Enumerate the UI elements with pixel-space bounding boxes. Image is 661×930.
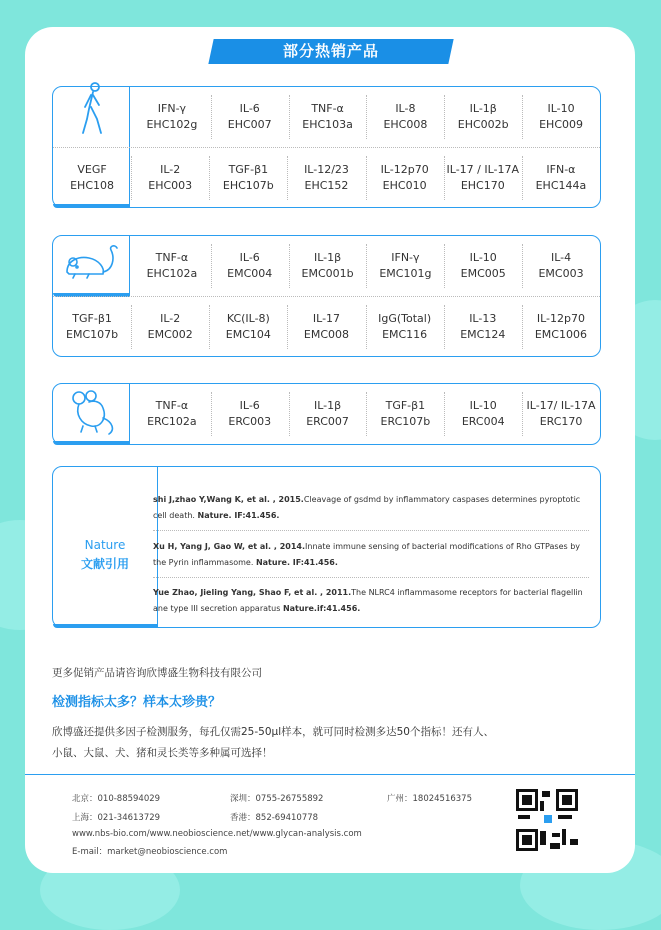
product-code: EHC003 (148, 179, 193, 192)
product-code: ERC170 (539, 415, 583, 428)
citation-text: The NLRC4 inflammasome receptors for bacterial flagellin ane type III secretion apparatus (153, 588, 583, 613)
product-cell (287, 297, 365, 357)
product-cell (366, 384, 444, 444)
product-row (53, 147, 600, 208)
product-code: EMC002 (147, 328, 193, 341)
citation-journal: Nature. IF:41.456. (197, 511, 280, 520)
product-name: TNF-α (155, 251, 189, 264)
product-code: EMC004 (227, 267, 273, 280)
product-cell (211, 87, 289, 147)
citation-divider (153, 530, 589, 531)
product-name: IFN-γ (157, 102, 187, 115)
human-icon (73, 79, 113, 139)
product-cell (133, 87, 211, 147)
product-code: EHC102g (146, 118, 198, 131)
product-row (133, 236, 600, 296)
product-cell (133, 384, 211, 444)
citation-item (153, 492, 589, 524)
product-cell (366, 148, 444, 208)
citation-journal: Nature. IF:41.456. (255, 558, 338, 567)
citation-text: Innate immune sensing of bacterial modifications of Rho GTPases by the Pyrin inflammasome. (153, 542, 581, 567)
product-code: EMC116 (382, 328, 428, 341)
product-cell (444, 87, 522, 147)
product-name: IL-6 (239, 399, 260, 412)
product-code: EMC107b (66, 328, 119, 341)
promo-body-line: 小鼠、大鼠、犬、猪和灵长类等多种属可选择！ (52, 747, 273, 759)
product-cell (133, 236, 211, 296)
product-code: EHC008 (383, 118, 428, 131)
product-name: IL-8 (395, 102, 416, 115)
product-cell (211, 384, 289, 444)
product-cell (366, 297, 444, 357)
mouse-icon (59, 240, 123, 284)
product-code: EHC002b (457, 118, 509, 131)
product-name: IL-17/ IL-17A (526, 399, 596, 412)
product-code: EHC103a (302, 118, 353, 131)
human-products-panel (52, 86, 601, 208)
product-cell (211, 236, 289, 296)
product-code: EMC101g (379, 267, 432, 280)
product-code: EMC1006 (534, 328, 587, 341)
product-name: IL-10 (469, 399, 497, 412)
product-name: IL-12p70 (380, 163, 429, 176)
product-code: EHC009 (539, 118, 583, 131)
contact-shenzhen: 深圳：0755-26755892 (230, 794, 324, 804)
product-cell (444, 384, 522, 444)
product-cell (444, 148, 522, 208)
product-name: IL-17 / IL-17A (446, 163, 520, 176)
citations-tab-title: Nature (84, 538, 126, 552)
promo-headline: 检测指标太多？样本太珍贵？ (52, 695, 222, 710)
product-name: IL-10 (469, 251, 497, 264)
rat-products-panel (52, 383, 601, 445)
product-cell (209, 297, 287, 357)
citation-divider (153, 577, 589, 578)
product-name: IL-4 (550, 251, 572, 264)
product-cell (287, 148, 365, 208)
product-name: TGF-β1 (228, 163, 269, 176)
citation-item (153, 539, 589, 571)
product-name: IFN-α (546, 163, 576, 176)
product-row (133, 87, 600, 147)
product-name: IL-6 (239, 251, 260, 264)
rat-product-grid (133, 384, 600, 444)
product-cell (289, 384, 367, 444)
product-cell (522, 87, 600, 147)
product-name: IL-2 (160, 163, 181, 176)
main-card (25, 27, 635, 873)
citation-item (153, 585, 589, 617)
product-cell (444, 236, 522, 296)
citation-journal: Nature.if:41.456. (282, 604, 361, 613)
product-cell (366, 87, 444, 147)
product-code: ERC004 (461, 415, 505, 428)
product-name: TNF-α (311, 102, 344, 115)
product-cell (522, 148, 600, 208)
product-code: EHC102a (146, 267, 198, 280)
tab-accent-bar (53, 624, 157, 628)
product-row (53, 296, 600, 357)
product-cell (444, 297, 522, 357)
product-name: TGF-β1 (72, 312, 112, 325)
contact-guangzhou: 广州：18024516375 (387, 794, 472, 804)
product-code: EMC124 (460, 328, 506, 341)
rat-icon (65, 388, 121, 438)
product-cell (522, 236, 600, 296)
mouse-products-panel (52, 235, 601, 357)
product-code: EHC108 (70, 179, 115, 192)
product-code: EMC001b (301, 267, 354, 280)
product-code: EHC152 (304, 179, 349, 192)
product-code: EHC144a (535, 179, 587, 192)
contact-beijing: 北京：010-88594029 (72, 794, 161, 804)
citation-text: Cleavage of gsdmd by inflammatory caspases determines pyroptotic cell death. (153, 495, 581, 520)
product-cell (53, 148, 131, 208)
mouse-tab (53, 236, 130, 296)
product-code: ERC102a (147, 415, 197, 428)
product-code: ERC003 (228, 415, 272, 428)
product-row (133, 384, 600, 444)
citations-tab-subtitle: 文献引用 (80, 557, 129, 571)
product-name: TGF-β1 (385, 399, 426, 412)
product-cell (209, 148, 287, 208)
product-cell (522, 384, 600, 444)
product-name: IL-6 (239, 102, 260, 115)
product-cell (522, 297, 600, 357)
product-code: EHC170 (460, 179, 505, 192)
citation-authors: shi J,zhao Y,Wang K, et al. , 2015. (153, 495, 304, 504)
product-code: EMC104 (225, 328, 271, 341)
product-name: IL-1β (313, 399, 342, 412)
product-code: EHC107b (222, 179, 274, 192)
product-name: IL-12p70 (536, 312, 585, 325)
citation-authors: Yue Zhao, Jieling Yang, Shao F, et al. , 2011. (153, 588, 352, 597)
product-name: IL-12/23 (304, 163, 349, 176)
citation-authors: Xu H, Yang J, Gao W, et al. , 2014. (153, 542, 306, 551)
email-link[interactable]: E-mail：market@neobioscience.com (72, 847, 228, 857)
product-name: IL-1β (469, 102, 497, 115)
product-code: EMC003 (538, 267, 584, 280)
product-name: VEGF (77, 163, 107, 176)
citations-tab (53, 467, 158, 627)
product-name: TNF-α (155, 399, 189, 412)
product-cell (289, 87, 367, 147)
rat-tab (53, 384, 130, 444)
tab-accent-bar (53, 441, 129, 445)
product-code: ERC007 (306, 415, 349, 428)
product-cell (366, 236, 444, 296)
promo-line: 更多促销产品请咨询欣博盛生物科技有限公司 (52, 667, 262, 679)
product-name: KC(IL-8) (226, 312, 270, 325)
product-name: IL-1β (313, 251, 342, 264)
contact-hongkong: 香港：852-69410778 (230, 813, 319, 823)
product-code: ERC107b (380, 415, 431, 428)
product-code: EMC008 (303, 328, 350, 341)
product-code: EMC005 (460, 267, 506, 280)
website-link[interactable]: www.nbs-bio.com/www.neobioscience.net/www.glycan-analysis.com (72, 829, 362, 839)
promo-body-line: 欣博盛还提供多因子检测服务，每孔仅需25-50μl样本，就可同时检测多达50个指标！还有人、 (52, 726, 494, 738)
footer-divider (25, 774, 635, 775)
product-name: IL-2 (160, 312, 181, 325)
product-cell (131, 297, 209, 357)
contact-shanghai: 上海：021-34613729 (72, 813, 161, 823)
product-name: IL-10 (547, 102, 575, 115)
product-code: EHC007 (227, 118, 272, 131)
product-name: IFN-γ (391, 251, 420, 264)
product-name: IL-13 (469, 312, 497, 325)
page-title: 部分热销产品 (282, 42, 379, 60)
product-cell (289, 236, 367, 296)
qr-code (516, 789, 578, 851)
product-name: IgG(Total) (378, 312, 432, 325)
product-name: IL-17 (312, 312, 341, 325)
product-code: EHC010 (382, 179, 427, 192)
product-cell (131, 148, 209, 208)
product-cell (53, 297, 131, 357)
